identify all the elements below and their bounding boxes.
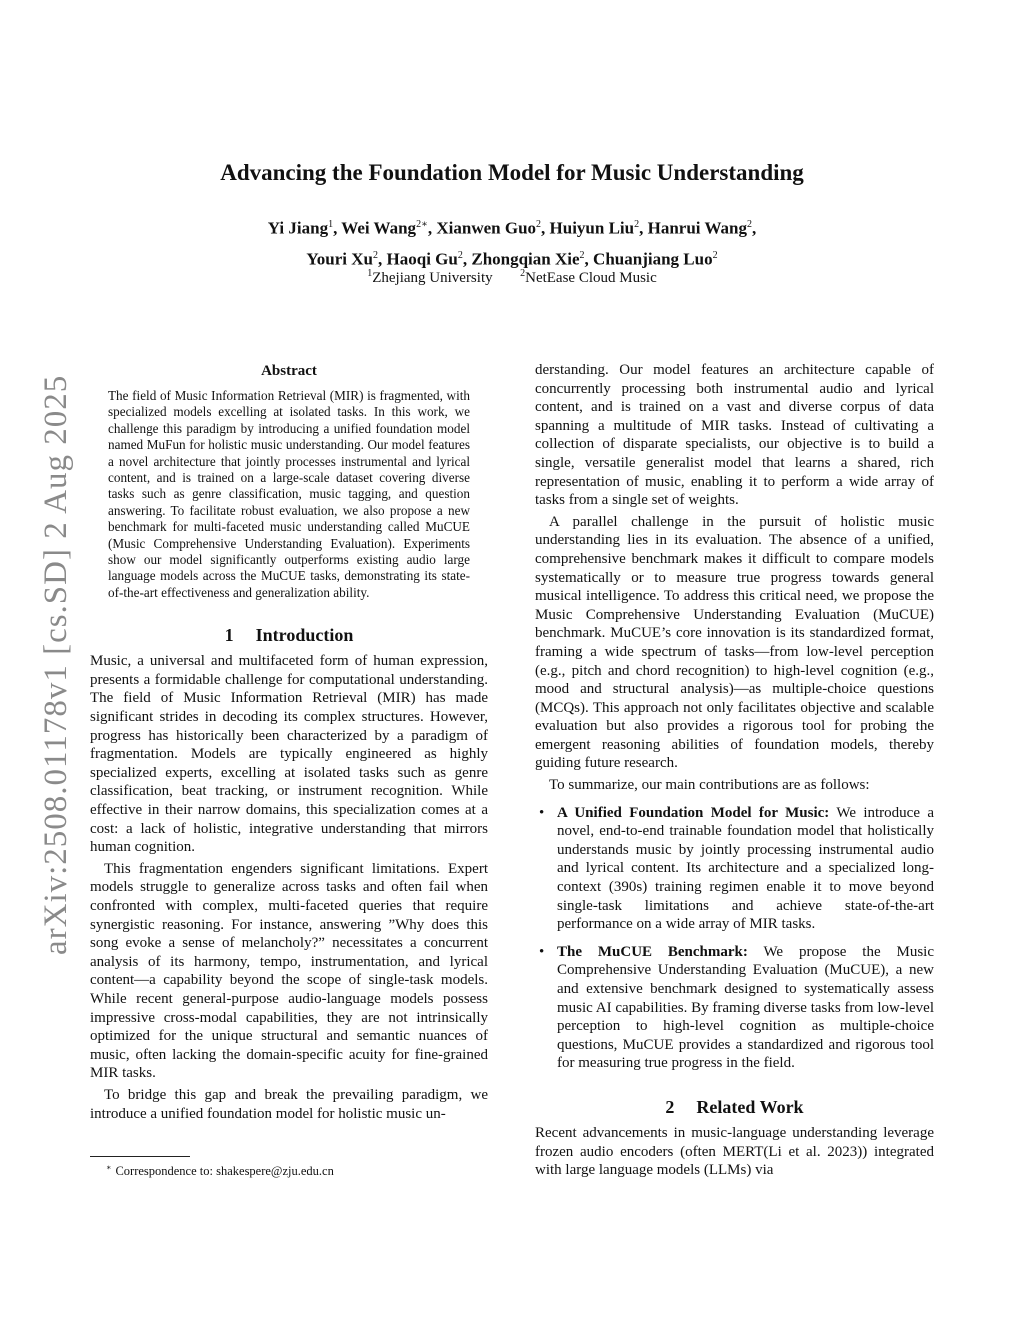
- author-affiliation-mark: 2: [536, 219, 542, 230]
- author-affiliation-mark: 2: [634, 219, 640, 230]
- bullet-marker: •: [539, 804, 545, 821]
- affiliations: [0, 268, 1024, 287]
- author-affiliation-mark: 2: [457, 249, 463, 261]
- author-separator: ,: [462, 249, 472, 269]
- affiliation-mark: 2: [520, 268, 526, 279]
- author-name: Chuanjiang Luo: [593, 249, 713, 269]
- body-paragraph: To bridge this gap and break the prevailing paradigm, we introduce a unified foundation model for holistic music un-: [90, 1086, 488, 1122]
- author-separator: ,: [584, 249, 594, 269]
- author-affiliation-mark: 2: [746, 219, 752, 230]
- author-line-1: [0, 211, 1024, 242]
- footnote-correspondence: Correspondence to: shakespere@zju.edu.cn: [115, 1164, 334, 1179]
- left-column: [90, 363, 488, 1123]
- contribution-text: We introduce a novel, end-to-end trainable foundation model that holistically understands music by jointly processing instrumental audio and lyrical content. Its architecture and a specialized long-context (390s) training regimen enable it to move beyond single-task limitations and achieve state-of-the-art performance on a wide array of MIR tasks.: [557, 804, 934, 933]
- footnote: [90, 1156, 488, 1179]
- author-name: Haoqi Gu: [386, 249, 458, 269]
- body-paragraph: This fragmentation engenders significant limitations. Expert models struggle to generalize across tasks and often fail when confronted with complex, multi-faceted queries that require synergistic reasoning. For instance, answering ”Why does this song evoke a sense of melancholy?” necessitates a concurrent analysis of its harmony, tempo, instrumentation, and lyrical content—a capability beyond the scope of single-task models. While recent general-purpose audio-language models possess impressive cross-modal capabilities, they are not intrinsically optimized for the unique structural and semantic nuances of music, often lacking the domain-specific acuity for fine-grained MIR tasks.: [90, 860, 488, 1082]
- author-separator: ,: [541, 218, 550, 238]
- contribution-text: We propose the Music Comprehensive Understanding Evaluation (MuCUE), a new and extensive benchmark designed to systematically assess music AI capabilities. By framing diverse tasks from low-level perception to high-level cognition as multiple-choice questions, MuCUE provides a standardized and rigorous tool for measuring true progress in the field.: [557, 943, 934, 1072]
- author-affiliation-mark: 2: [712, 249, 718, 261]
- section-heading-related-work: [535, 1097, 934, 1118]
- author-name: Huiyun Liu: [549, 218, 635, 238]
- section-number: 2: [665, 1096, 675, 1117]
- section-title: Related Work: [696, 1096, 804, 1117]
- body-paragraph-continued: derstanding. Our model features an architecture capable of concurrently processing both instrumental audio and lyrical content, and is trained on a vast and diverse corpus of data spanning a multitude of MIR tasks. Instead of cultivating a collection of disparate specialists, our objective is to build a single, versatile generalist model that learns a shared, rich representation of music, enabling it to perform a wide array of tasks from a single set of weights.: [535, 362, 934, 509]
- author-name: Wei Wang: [341, 218, 417, 238]
- author-separator: ,: [427, 218, 437, 238]
- section-heading-introduction: [90, 625, 488, 646]
- author-name: Xianwen Guo: [436, 218, 537, 238]
- contribution-item: [535, 804, 934, 934]
- abstract-heading: Abstract: [261, 363, 317, 379]
- body-paragraph: Recent advancements in music-language understanding leverage frozen audio encoders (often MERT(Li et al. 2023)) integrated with large language models (LLMs) via: [535, 1124, 934, 1179]
- author-name: Zhongqian Xie: [471, 249, 580, 269]
- section-number: 1: [224, 625, 234, 646]
- contribution-title: The MuCUE Benchmark:: [557, 943, 748, 960]
- author-separator: ,: [751, 218, 757, 238]
- footnote-rule: [90, 1156, 190, 1157]
- section-title: Introduction: [255, 625, 354, 646]
- contribution-item: [535, 943, 934, 1073]
- author-affiliation-mark: 1: [328, 219, 334, 230]
- arxiv-identifier: arXiv:2508.01178v1 [cs.SD] 2 Aug 2025: [38, 374, 74, 955]
- contributions-list: [535, 804, 934, 1073]
- author-name: Youri Xu: [306, 249, 374, 269]
- author-list: [0, 211, 1024, 272]
- author-affiliation-mark: 2: [579, 249, 585, 261]
- author-affiliation-mark: 2: [373, 249, 379, 261]
- bullet-marker: •: [539, 943, 545, 960]
- body-paragraph: A parallel challenge in the pursuit of holistic music understanding lies in its evaluation. The absence of a unified, comprehensive benchmark makes it difficult to compare models systematically or to measure true progress towards general musical intelligence. To address this critical need, we propose the Music Comprehensive Understanding Evaluation (MuCUE) benchmark. MuCUE’s core innovation is its standardized format, framing a wide spectrum of tasks—from low-level perception (e.g., pitch and chord recognition) to high-level cognition (e.g., mood and structural analysis)—as multiple-choice questions (MCQs). This approach not only facilitates objective and scalable evaluation but also provides a rigorous tool for probing the emergent reasoning abilities of foundation models, thereby guiding future research.: [535, 513, 934, 772]
- right-column: [535, 361, 934, 1180]
- contribution-title: A Unified Foundation Model for Music:: [557, 804, 830, 821]
- author-separator: ,: [333, 218, 342, 238]
- affiliation-mark: 1: [367, 268, 373, 279]
- footnote-text: [90, 1163, 488, 1179]
- author-separator: ,: [378, 249, 387, 269]
- paper-title: Advancing the Foundation Model for Music Understanding: [220, 160, 804, 185]
- body-paragraph: Music, a universal and multifaceted form of human expression, presents a formidable challenge for computational understanding. The field of Music Information Retrieval (MIR) has made significant strides in decoding its complex structures. However, progress has historically been characterized by a paradigm of fragmentation. Models are typically engineered as highly specialized experts, excelling at isolated tasks such as genre classification, beat tracking, or instrument recognition. While effective in their narrow domains, this specialization comes at a cost: a lack of holistic, integrative understanding that mirrors human cognition.: [90, 653, 488, 856]
- body-paragraph: To summarize, our main contributions are as follows:: [549, 777, 870, 794]
- author-name: Yi Jiang: [267, 218, 329, 238]
- abstract-text: The field of Music Information Retrieval (MIR) is fragmented, with specialized models excelling at isolated tasks. In this work, we challenge this paradigm by introducing a unified foundation model named MuFun for holistic music understanding. Our model features a novel architecture that jointly processes instrumental and lyrical content, and is trained on a large-scale dataset covering diverse tasks such as genre classification, music tagging, and question answering. To facilitate robust evaluation, we also propose a new benchmark for multi-faceted music understanding called MuCUE (Music Comprehensive Understanding Evaluation). Experiments show our model significantly outperforms existing audio large language models across the MuCUE tasks, demonstrating its state-of-the-art effectiveness and generalization ability.: [108, 388, 470, 600]
- footnote-mark: ∗: [106, 1163, 112, 1172]
- affiliation-name: Zhejiang University: [372, 270, 493, 286]
- author-affiliation-mark: 2∗: [416, 219, 428, 230]
- author-name: Hanrui Wang: [647, 218, 747, 238]
- affiliation-name: NetEase Cloud Music: [525, 270, 657, 286]
- author-separator: ,: [639, 218, 648, 238]
